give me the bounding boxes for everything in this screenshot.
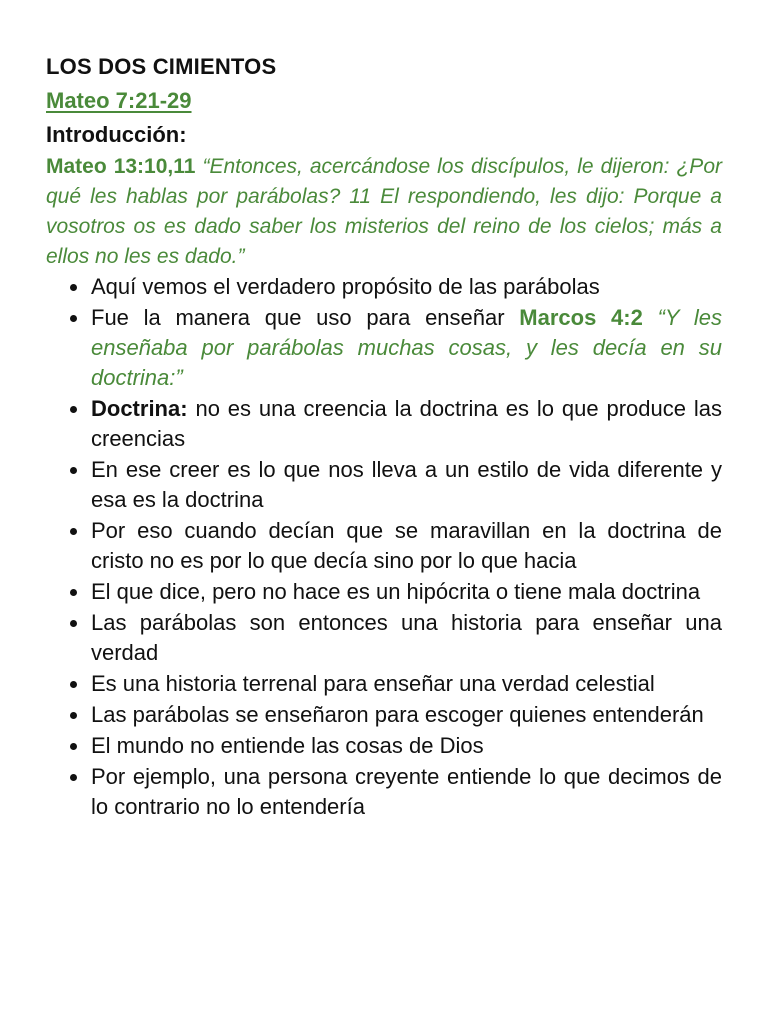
list-item: Por ejemplo, una persona creyente entiende lo que decimos de lo contrario no lo entendería — [46, 762, 722, 822]
bullet-icon — [70, 528, 77, 535]
bullet-icon — [70, 406, 77, 413]
list-item: Fue la manera que uso para enseñar Marcos 4:2 “Y les enseñaba por parábolas muchas cosas, y les decía en su doctrina:” — [46, 303, 722, 393]
introduction-heading: Introducción: — [46, 122, 187, 147]
list-item: Doctrina: no es una creencia la doctrina es lo que produce las creencias — [46, 394, 722, 454]
bullet-icon — [70, 743, 77, 750]
list-item: Las parábolas se enseñaron para escoger quienes entenderán — [46, 700, 722, 730]
list-item: El mundo no entiende las cosas de Dios — [46, 731, 722, 761]
term-label: Doctrina: — [91, 396, 188, 421]
document-page — [46, 50, 722, 823]
bullet-list — [46, 272, 722, 822]
scripture-reference-link[interactable]: Mateo 7:21-29 — [46, 88, 192, 113]
list-item: Es una historia terrenal para enseñar una verdad celestial — [46, 669, 722, 699]
bullet-icon — [70, 712, 77, 719]
bullet-icon — [70, 774, 77, 781]
scripture-reference: Marcos 4:2 — [519, 305, 643, 330]
bullet-icon — [70, 315, 77, 322]
list-item: Por eso cuando decían que se maravillan en la doctrina de cristo no es por lo que decía sino por lo que hacia — [46, 516, 722, 576]
list-item: Las parábolas son entonces una historia para enseñar una verdad — [46, 608, 722, 668]
list-item: Aquí vemos el verdadero propósito de las parábolas — [46, 272, 722, 302]
intro-scripture-quote: “Entonces, acercándose los discípulos, le dijeron: ¿Por qué les hablas por parábolas? 11 El respondiendo, les dijo: Porque a vosotros os es dado saber los misterios del reino de los cielos; más a ellos no les es dado.” — [46, 155, 722, 268]
bullet-icon — [70, 589, 77, 596]
introduction-paragraph — [46, 152, 722, 272]
scripture-quote: “Y les enseñaba por parábolas muchas cosas, y les decía en su doctrina:” — [91, 305, 722, 390]
list-item: En ese creer es lo que nos lleva a un estilo de vida diferente y esa es la doctrina — [46, 455, 722, 515]
list-item: El que dice, pero no hace es un hipócrita o tiene mala doctrina — [46, 577, 722, 607]
bullet-icon — [70, 681, 77, 688]
bullet-icon — [70, 284, 77, 291]
document-title: LOS DOS CIMIENTOS — [46, 54, 277, 79]
bullet-icon — [70, 620, 77, 627]
intro-scripture-reference: Mateo 13:10,11 — [46, 155, 196, 178]
bullet-icon — [70, 467, 77, 474]
